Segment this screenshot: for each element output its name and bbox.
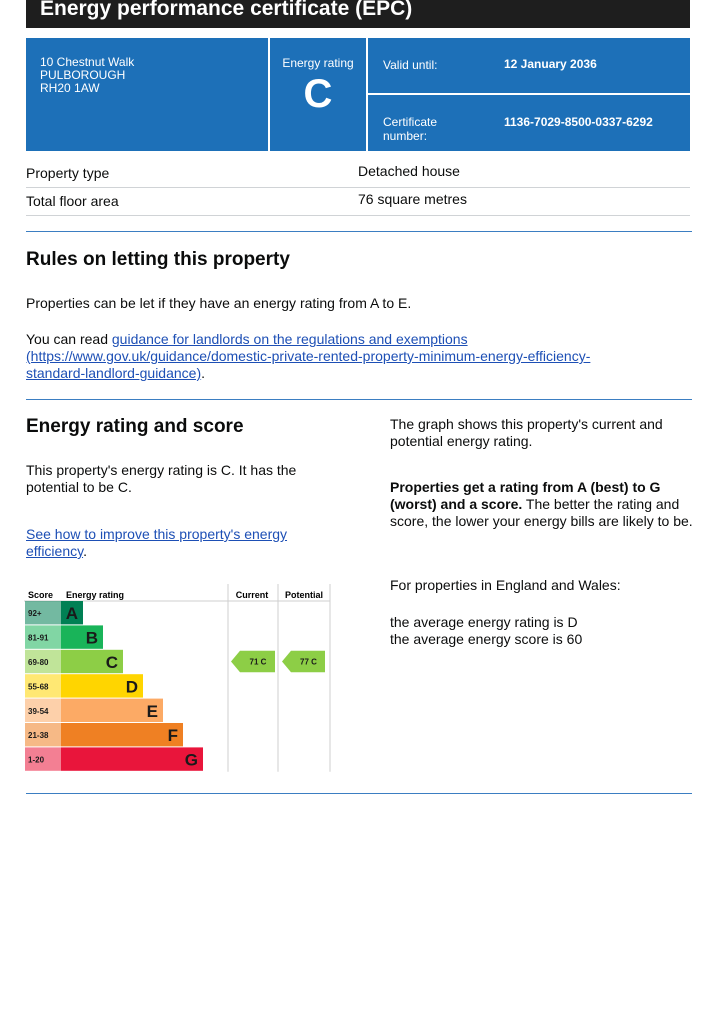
address-line-3: RH20 1AW: [40, 81, 100, 95]
floor-area-value: 76 square metres: [358, 191, 467, 207]
england-wales-text: For properties in England and Wales:: [390, 577, 621, 593]
score-heading: Energy rating and score: [26, 416, 244, 437]
current-column-header: Current: [235, 590, 269, 600]
floor-area-label: Total floor area: [26, 193, 119, 209]
landlord-guidance-link[interactable]: guidance for landlords on the regulations and exemptions (https://www.gov.uk/guidance/domestic-private-rented-property-minimum-energy-efficiency-standard-landlord-guidance): [26, 331, 591, 381]
epc-rating-chart: [24, 584, 336, 778]
graph-description: The graph shows this property's current and potential energy rating.: [390, 416, 663, 449]
section-divider: [26, 231, 692, 232]
potential-column-header: Potential: [284, 590, 324, 600]
certificate-number-box: [368, 95, 690, 151]
improve-efficiency-text: [26, 526, 326, 560]
section-divider: [26, 399, 692, 400]
valid-until-label: Valid until:: [383, 58, 438, 72]
energy-rating-label: Energy rating: [282, 56, 354, 70]
band-letter-a: A: [65, 604, 78, 624]
band-score-label-f: 21-38: [28, 731, 49, 741]
rating-explanation-bold: Properties get a rating from A (best) to G (worst) and a score.: [390, 479, 661, 512]
band-letter-c: C: [105, 653, 118, 672]
energy-rating-box: [270, 38, 366, 151]
average-rating-text: the average energy rating is D: [390, 614, 578, 630]
band-letter-f: F: [167, 726, 178, 746]
rating-bands: [25, 601, 203, 771]
letting-paragraph-2: [26, 331, 646, 382]
certificate-number-value: 1136-7029-8500-0337-6292: [504, 115, 653, 129]
band-bar-g: [61, 747, 203, 770]
letting-heading: Rules on letting this property: [26, 249, 290, 270]
property-type-value: Detached house: [358, 163, 460, 179]
rating-column-header: Energy rating: [66, 590, 125, 600]
band-bar-f: [61, 723, 183, 746]
certificate-label-line-1: Certificate: [383, 115, 438, 129]
section-divider: [26, 793, 692, 794]
improve-efficiency-suffix: .: [83, 543, 87, 559]
floor-area-row: [26, 187, 690, 216]
potential-rating-label: 77 C: [300, 657, 317, 667]
property-type-label: Property type: [26, 165, 110, 181]
band-score-label-e: 39-54: [28, 706, 49, 716]
certificate-label-line-2: number:: [383, 129, 428, 143]
band-score-label-a: 92+: [28, 609, 42, 619]
property-type-row: [26, 159, 690, 188]
band-letter-d: D: [125, 677, 138, 697]
band-letter-e: E: [146, 701, 158, 721]
address-line-1: 10 Chestnut Walk: [40, 55, 135, 69]
band-score-label-b: 81-91: [28, 633, 49, 643]
address-block: [26, 38, 268, 151]
page-title: Energy performance certificate (EPC): [26, 0, 690, 28]
band-letter-b: B: [85, 628, 98, 648]
valid-until-value: 12 January 2036: [504, 57, 597, 71]
band-letter-g: G: [184, 750, 198, 770]
average-score-text: the average energy score is 60: [390, 631, 583, 647]
rating-explanation: [390, 479, 695, 530]
improve-efficiency-link[interactable]: See how to improve this property's energy efficiency: [26, 526, 288, 559]
letting-paragraph-1: Properties can be let if they have an energy rating from A to E.: [26, 295, 412, 311]
letting-paragraph-2-suffix: .: [201, 365, 205, 381]
energy-rating-value: C: [303, 72, 333, 116]
valid-until-box: [368, 38, 690, 93]
rating-explanation-rest: The better the rating and score, the lower your energy bills are likely to be.: [390, 496, 693, 529]
address-line-2: PULBOROUGH: [40, 68, 126, 82]
score-column-header: Score: [28, 590, 54, 600]
band-score-label-d: 55-68: [28, 682, 49, 692]
certificate-number-label: [383, 115, 437, 143]
letting-paragraph-2-prefix: You can read: [26, 331, 112, 347]
score-paragraph: This property's energy rating is C. It has the potential to be C.: [26, 462, 297, 495]
band-score-label-c: 69-80: [28, 658, 49, 667]
band-score-label-g: 1-20: [28, 755, 45, 765]
current-rating-label: 71 C: [249, 657, 267, 667]
